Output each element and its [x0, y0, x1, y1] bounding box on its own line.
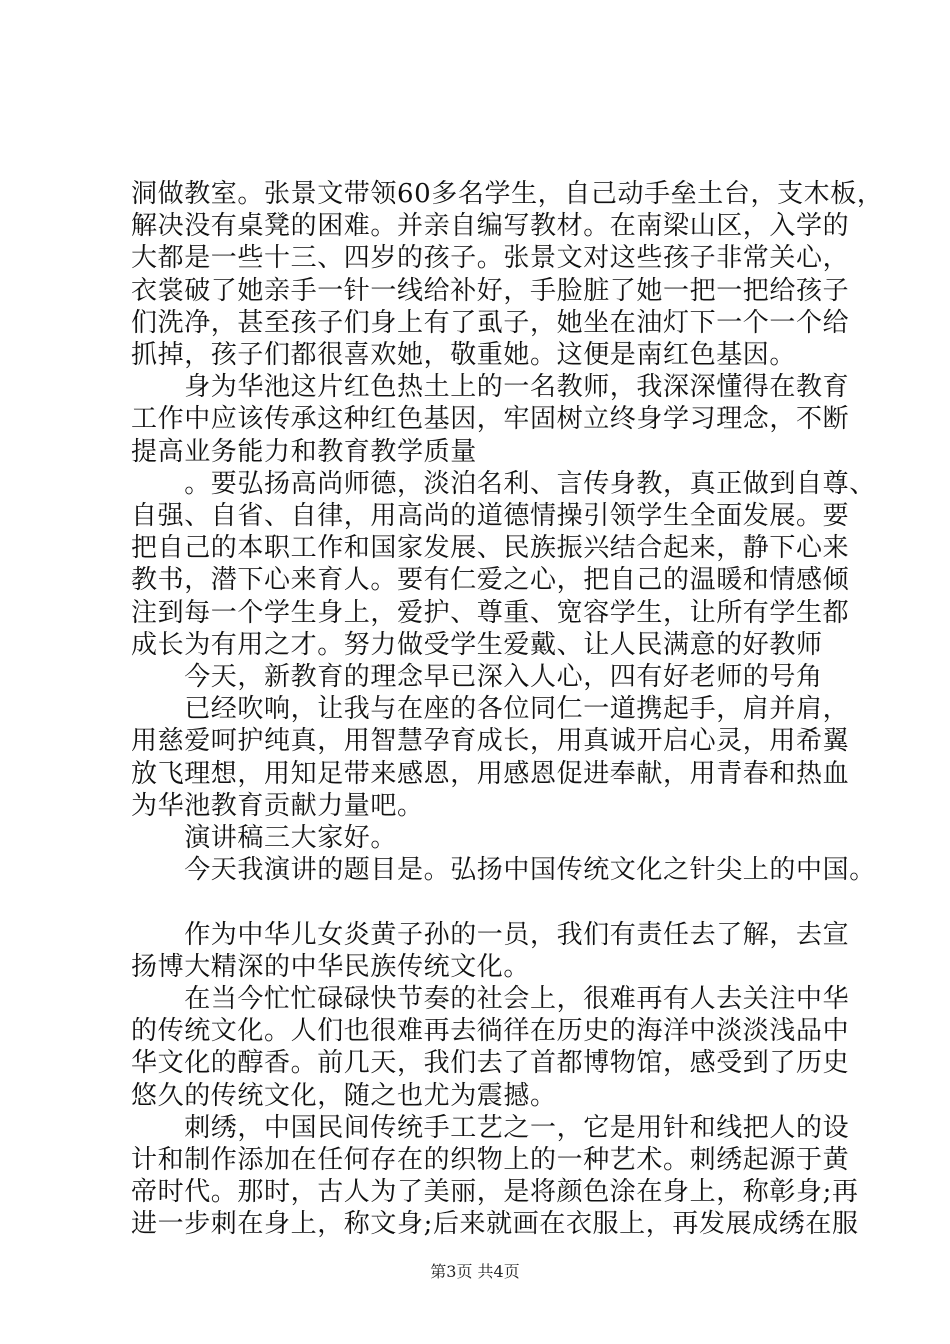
text-line: 计和制作添加在任何存在的织物上的一种艺术。刺绣起源于黄 [131, 1145, 850, 1175]
text-line: 已经吹响，让我与在座的各位同仁一道携起手，肩并肩， [131, 694, 850, 725]
text-line: 提高业务能力和教育教学质量 [131, 436, 477, 467]
text-line: 身为华池这片红色热土上的一名教师，我深深懂得在教育 [131, 372, 850, 403]
text-line: 。要弘扬高尚师德，淡泊名利、言传身教，真正做到自尊、 [131, 468, 876, 499]
text-line: 抓掉，孩子们都很喜欢她，敬重她。这便是南红色基因。 [131, 340, 797, 370]
text-line: 演讲稿三大家好。 [131, 823, 398, 853]
text-line: 用慈爱呵护纯真，用智慧孕育成长，用真诚开启心灵，用希翼 [131, 726, 850, 757]
page-number-footer: 第3页 共4页 [430, 1262, 520, 1281]
text-line: 今天我演讲的题目是。弘扬中国传统文化之针尖上的中国。 [131, 855, 876, 886]
text-line: 悠久的传统文化，随之也尤为震撼。 [131, 1080, 557, 1111]
text-line: 今天，新教育的理念早已深入人心，四有好老师的号角 [131, 662, 823, 692]
text-line: 成长为有用之才。努力做受学生爱戴、让人民满意的好教师 [131, 629, 823, 660]
text-line: 刺绣，中国民间传统手工艺之一，它是用针和线把人的设 [131, 1112, 850, 1143]
text-line: 解决没有桌凳的困难。并亲自编写教材。在南梁山区，入学的 [131, 211, 850, 242]
text-line: 华文化的醇香。前几天，我们去了首都博物馆，感受到了历史 [131, 1048, 850, 1079]
text-line: 衣裳破了她亲手一针一线给补好，手脸脏了她一把一把给孩子 [131, 275, 850, 306]
text-line: 大都是一些十三、四岁的孩子。张景文对这些孩子非常关心， [131, 243, 850, 274]
text-line: 放飞理想，用知足带来感恩，用感恩促进奉献，用青春和热血 [131, 758, 850, 789]
text-line: 教书，潜下心来育人。要有仁爱之心，把自己的温暖和情感倾 [131, 565, 850, 596]
text-line: 扬博大精深的中华民族传统文化。 [131, 951, 531, 982]
text-line: 洞做教室。张景文带领60多名学生，自己动手垒土台，支木板， [131, 179, 884, 209]
text-line: 把自己的本职工作和国家发展、民族振兴结合起来，静下心来 [131, 533, 850, 564]
text-line: 工作中应该传承这种红色基因，牢固树立终身学习理念，不断 [131, 404, 850, 435]
text-line: 进一步刺在身上，称文身;后来就画在衣服上，再发展成绣在服 [131, 1209, 859, 1240]
text-line: 们洗净，甚至孩子们身上有了虱子，她坐在油灯下一个一个给 [131, 307, 850, 338]
text-line: 为华池教育贡献力量吧。 [131, 790, 424, 821]
text-line: 作为中华儿女炎黄子孙的一员，我们有责任去了解，去宣 [131, 919, 850, 950]
text-line: 帝时代。那时，古人为了美丽，是将颜色涂在身上，称彰身;再 [131, 1177, 859, 1208]
text-line: 的传统文化。人们也很难再去徜徉在历史的海洋中淡淡浅品中 [131, 1016, 850, 1047]
text-line: 自强、自省、自律，用高尚的道德情操引领学生全面发展。要 [131, 501, 850, 531]
text-line: 在当今忙忙碌碌快节奏的社会上，很难再有人去关注中华 [131, 984, 850, 1014]
text-line: 注到每一个学生身上，爱护、尊重、宽容学生，让所有学生都 [131, 597, 850, 628]
text-line [131, 886, 931, 918]
